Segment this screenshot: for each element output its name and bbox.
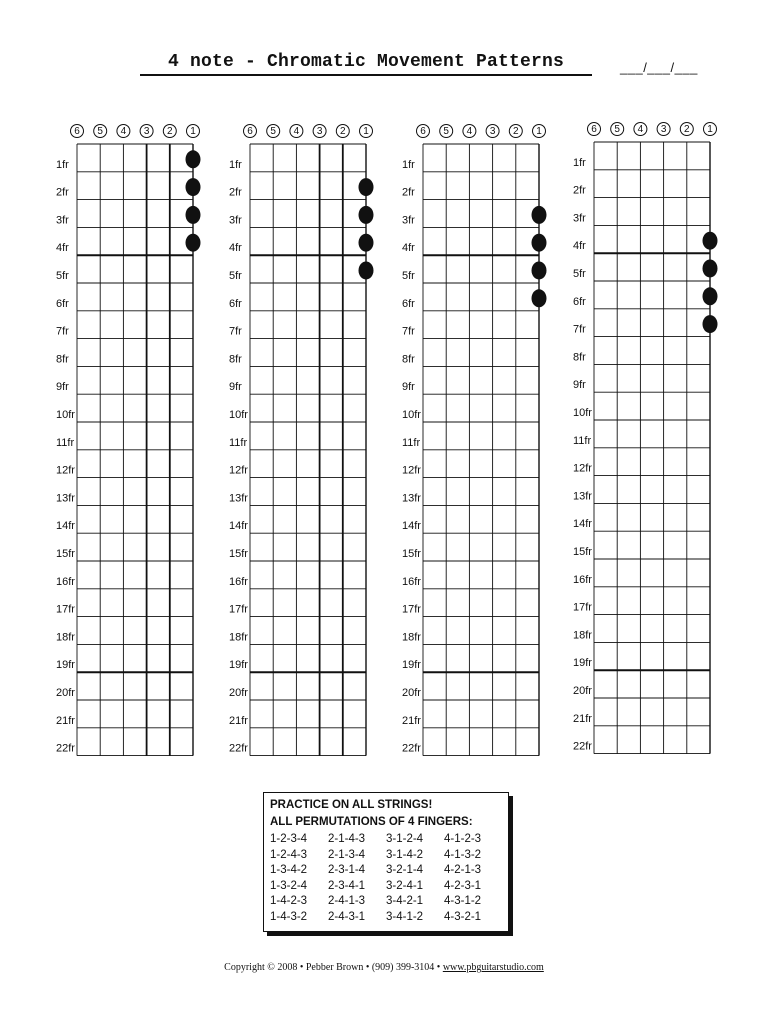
fret-label: 15fr [573, 546, 592, 558]
permutation-item: 4-3-2-1 [444, 910, 482, 923]
finger-dot [186, 234, 201, 252]
fret-label: 1fr [573, 156, 586, 169]
fret-label: 13fr [56, 492, 75, 505]
fret-label: 20fr [229, 687, 248, 699]
fret-label: 13fr [573, 490, 592, 503]
string-number-3: 3 [143, 126, 150, 137]
fret-label: 16fr [402, 575, 421, 588]
string-number-1: 1 [190, 126, 196, 137]
permutation-item: 1-2-4-3 [270, 848, 308, 861]
finger-dot [359, 178, 374, 196]
permutations-grid [270, 832, 502, 926]
fret-label: 22fr [56, 742, 75, 755]
fret-label: 19fr [56, 659, 75, 672]
fret-label: 14fr [56, 520, 75, 533]
fret-label: 4fr [402, 242, 415, 255]
permutation-item: 4-1-3-2 [444, 848, 482, 861]
permutation-item: 1-4-3-2 [270, 910, 308, 923]
permutation-item: 3-1-2-4 [386, 833, 424, 845]
permutations-heading: ALL PERMUTATIONS OF 4 FINGERS: [270, 816, 473, 828]
permutation-item: 2-4-3-1 [328, 910, 366, 923]
string-number-6: 6 [74, 126, 80, 137]
fret-label: 22fr [402, 742, 421, 755]
permutation-item: 2-4-1-3 [328, 895, 366, 908]
fret-label: 11fr [229, 436, 248, 449]
fret-label: 8fr [402, 353, 415, 366]
fret-label: 7fr [402, 325, 415, 338]
fret-label: 16fr [229, 575, 248, 588]
practice-heading: PRACTICE ON ALL STRINGS! [270, 799, 433, 811]
fret-label: 20fr [56, 687, 75, 699]
fret-label: 21fr [56, 714, 75, 727]
fret-label: 7fr [573, 323, 586, 336]
fret-label: 15fr [56, 548, 75, 560]
string-number-6: 6 [247, 126, 253, 137]
fret-label: 12fr [402, 464, 421, 477]
finger-dot [359, 234, 374, 252]
fret-label: 18fr [402, 631, 421, 644]
string-number-4: 4 [466, 126, 473, 137]
finger-dot [532, 289, 547, 307]
fret-label: 2fr [573, 184, 586, 197]
fret-label: 17fr [402, 603, 421, 616]
fret-label: 17fr [56, 603, 75, 616]
permutation-item: 2-1-4-3 [328, 833, 366, 845]
fret-label: 15fr [229, 548, 248, 560]
fret-label: 2fr [56, 186, 69, 199]
date-blank: ___/___/___ [620, 60, 698, 75]
finger-dot [359, 206, 374, 224]
string-number-3: 3 [660, 124, 667, 135]
fret-label: 20fr [402, 687, 421, 699]
fret-label: 5fr [573, 268, 586, 280]
finger-dot [703, 259, 718, 277]
fret-label: 5fr [402, 270, 415, 282]
fretboard-chart-2 [223, 118, 373, 763]
permutation-item: 4-3-1-2 [444, 895, 482, 908]
finger-dot [186, 178, 201, 196]
fret-label: 21fr [573, 712, 592, 725]
fret-label: 5fr [56, 270, 69, 282]
fret-label: 21fr [402, 714, 421, 727]
permutation-item: 2-1-3-4 [328, 848, 366, 861]
string-number-2: 2 [513, 126, 519, 137]
fretboard-svg [567, 116, 717, 756]
finger-dot [703, 232, 718, 250]
fret-label: 7fr [56, 325, 69, 338]
permutation-item: 4-2-1-3 [444, 864, 482, 877]
string-number-4: 4 [293, 126, 300, 137]
permutation-item: 2-3-4-1 [328, 879, 366, 892]
fret-label: 5fr [229, 270, 242, 282]
fret-label: 10fr [402, 409, 421, 421]
finger-dot [532, 234, 547, 252]
fret-label: 8fr [56, 353, 69, 366]
fret-label: 6fr [229, 297, 242, 310]
fret-label: 3fr [229, 214, 242, 227]
fret-label: 18fr [229, 631, 248, 644]
permutation-item: 4-2-3-1 [444, 879, 482, 892]
fret-label: 13fr [402, 492, 421, 505]
website-link[interactable]: www.pbguitarstudio.com [442, 962, 544, 973]
fret-label: 9fr [56, 381, 69, 394]
fret-label: 18fr [573, 629, 592, 642]
fretboard-chart-4 [567, 116, 717, 761]
finger-dot [186, 150, 201, 168]
fret-label: 12fr [229, 464, 248, 477]
fret-label: 6fr [573, 295, 586, 308]
page-title: 4 note - Chromatic Movement Patterns [140, 52, 592, 76]
footer [0, 962, 768, 973]
permutation-item: 1-2-3-4 [270, 833, 308, 845]
string-number-5: 5 [443, 126, 449, 137]
string-number-1: 1 [363, 126, 369, 137]
fret-label: 6fr [56, 297, 69, 310]
fret-label: 16fr [56, 575, 75, 588]
fret-label: 3fr [573, 212, 586, 225]
fret-label: 16fr [573, 573, 592, 586]
fret-label: 8fr [229, 353, 242, 366]
fret-label: 19fr [402, 659, 421, 672]
permutation-item: 1-4-2-3 [270, 895, 308, 908]
fret-label: 3fr [56, 214, 69, 227]
fret-label: 14fr [573, 518, 592, 531]
fret-label: 22fr [229, 742, 248, 755]
finger-dot [186, 206, 201, 224]
copyright-text: Copyright © 2008 • Pebber Brown • (909) 399-3104 • [224, 962, 443, 973]
string-number-3: 3 [316, 126, 323, 137]
fret-label: 1fr [402, 158, 415, 171]
fretboard-chart-1 [50, 118, 200, 763]
string-number-3: 3 [489, 126, 496, 137]
fret-label: 6fr [402, 297, 415, 310]
string-number-6: 6 [420, 126, 426, 137]
fret-label: 10fr [56, 409, 75, 421]
fret-label: 2fr [229, 186, 242, 199]
practice-box [263, 792, 509, 932]
fret-label: 17fr [573, 601, 592, 614]
string-number-4: 4 [120, 126, 127, 137]
fret-label: 9fr [402, 381, 415, 394]
permutation-item: 3-2-1-4 [386, 864, 424, 877]
permutation-item: 1-3-4-2 [270, 864, 308, 877]
permutation-item: 1-3-2-4 [270, 879, 308, 892]
fret-label: 12fr [573, 462, 592, 475]
fret-label: 1fr [56, 158, 69, 171]
string-number-6: 6 [591, 124, 597, 135]
permutation-item: 2-3-1-4 [328, 864, 366, 877]
finger-dot [703, 287, 718, 305]
fret-label: 3fr [402, 214, 415, 227]
fret-label: 8fr [573, 351, 586, 364]
permutation-item: 3-4-2-1 [386, 895, 424, 908]
string-number-5: 5 [97, 126, 103, 137]
fret-label: 4fr [56, 242, 69, 255]
string-number-2: 2 [167, 126, 173, 137]
permutation-item: 3-4-1-2 [386, 910, 424, 923]
fret-label: 10fr [573, 407, 592, 419]
string-number-2: 2 [340, 126, 346, 137]
fret-label: 13fr [229, 492, 248, 505]
string-number-1: 1 [536, 126, 542, 137]
fret-label: 7fr [229, 325, 242, 338]
fret-label: 11fr [573, 434, 592, 447]
string-number-1: 1 [707, 124, 713, 135]
fret-label: 20fr [573, 685, 592, 697]
permutation-item: 3-2-4-1 [386, 879, 424, 892]
fret-label: 4fr [573, 240, 586, 253]
fret-label: 9fr [229, 381, 242, 394]
string-number-5: 5 [270, 126, 276, 137]
fret-label: 4fr [229, 242, 242, 255]
finger-dot [532, 261, 547, 279]
permutation-item: 3-1-4-2 [386, 848, 424, 861]
string-number-4: 4 [637, 124, 644, 135]
finger-dot [703, 315, 718, 333]
fret-label: 17fr [229, 603, 248, 616]
fret-label: 15fr [402, 548, 421, 560]
finger-dot [532, 206, 547, 224]
fret-label: 21fr [229, 714, 248, 727]
fret-label: 18fr [56, 631, 75, 644]
fret-label: 14fr [402, 520, 421, 533]
fret-label: 9fr [573, 379, 586, 392]
fret-label: 1fr [229, 158, 242, 171]
fretboard-svg [223, 118, 373, 758]
fretboard-svg [50, 118, 200, 758]
fret-label: 10fr [229, 409, 248, 421]
fret-label: 11fr [56, 436, 75, 449]
fret-label: 11fr [402, 436, 421, 449]
fret-label: 12fr [56, 464, 75, 477]
fret-label: 14fr [229, 520, 248, 533]
fret-label: 19fr [229, 659, 248, 672]
fret-label: 22fr [573, 740, 592, 753]
fret-label: 2fr [402, 186, 415, 199]
string-number-5: 5 [614, 124, 620, 135]
finger-dot [359, 261, 374, 279]
fretboard-chart-3 [396, 118, 546, 763]
fretboard-svg [396, 118, 546, 758]
string-number-2: 2 [684, 124, 690, 135]
permutation-item: 4-1-2-3 [444, 833, 482, 845]
fret-label: 19fr [573, 657, 592, 670]
